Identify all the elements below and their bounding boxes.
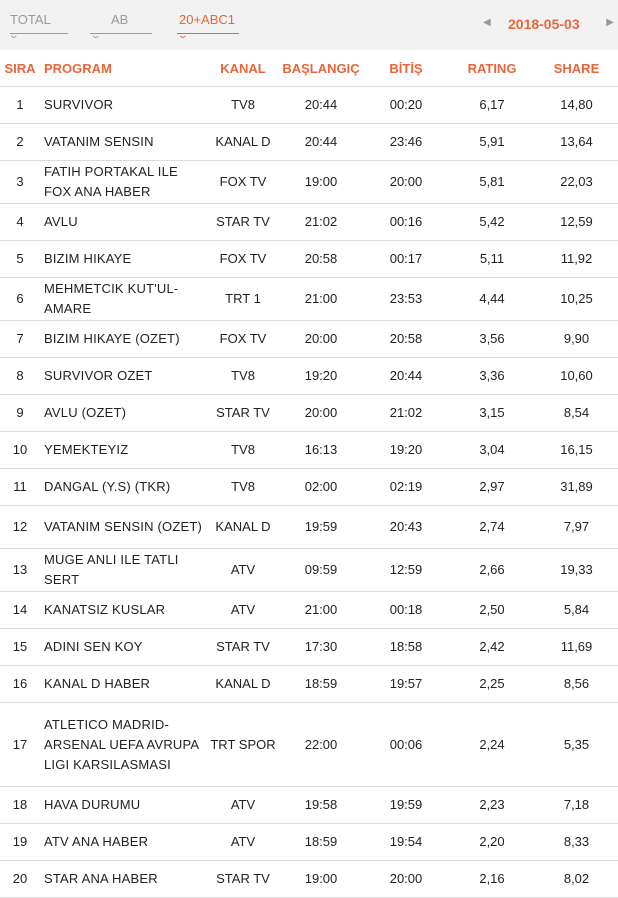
cell-sira: 8 — [0, 358, 40, 395]
cell-sira: 11 — [0, 469, 40, 506]
table-row — [0, 241, 618, 278]
cell-sira: 14 — [0, 592, 40, 629]
cell-baslangic: 19:58 — [279, 787, 363, 824]
table-row — [0, 358, 618, 395]
cell-bitis: 00:17 — [363, 241, 449, 278]
cell-bitis: 20:43 — [363, 506, 449, 549]
cell-bitis: 00:16 — [363, 204, 449, 241]
cell-rating: 3,56 — [449, 321, 535, 358]
chevron-left-icon[interactable]: ◀ — [483, 17, 491, 28]
selected-date: 2018-05-03 — [508, 16, 580, 32]
cell-kanal: TV8 — [207, 432, 279, 469]
table-row — [0, 278, 618, 321]
cell-baslangic: 20:44 — [279, 124, 363, 161]
table-row — [0, 87, 618, 124]
tab-ab[interactable] — [89, 12, 129, 40]
cell-baslangic: 20:58 — [279, 241, 363, 278]
cell-program: BIZIM HIKAYE (OZET) — [40, 321, 207, 358]
cell-sira: 2 — [0, 124, 40, 161]
cell-rating: 2,16 — [449, 861, 535, 898]
cell-kanal: TRT SPOR — [207, 703, 279, 787]
cell-bitis: 02:19 — [363, 469, 449, 506]
tab-20-abc1[interactable] — [176, 12, 236, 40]
cell-bitis: 00:06 — [363, 703, 449, 787]
cell-rating: 2,20 — [449, 824, 535, 861]
cell-program: VATANIM SENSIN — [40, 124, 207, 161]
table-body — [0, 87, 618, 898]
cell-kanal: TV8 — [207, 87, 279, 124]
cell-sira: 20 — [0, 861, 40, 898]
cell-sira: 16 — [0, 666, 40, 703]
cell-share: 5,84 — [535, 592, 618, 629]
cell-program: AVLU — [40, 204, 207, 241]
column-header-baslangic: BAŞLANGIÇ — [279, 50, 363, 87]
cell-sira: 15 — [0, 629, 40, 666]
cell-program: ADINI SEN KOY — [40, 629, 207, 666]
cell-kanal: FOX TV — [207, 321, 279, 358]
cell-baslangic: 19:59 — [279, 506, 363, 549]
cell-kanal: KANAL D — [207, 506, 279, 549]
cell-kanal: KANAL D — [207, 666, 279, 703]
cell-share: 12,59 — [535, 204, 618, 241]
table-row — [0, 506, 618, 549]
cell-sira: 6 — [0, 278, 40, 321]
cell-kanal: ATV — [207, 824, 279, 861]
table-row — [0, 629, 618, 666]
cell-program: AVLU (OZET) — [40, 395, 207, 432]
cell-baslangic: 16:13 — [279, 432, 363, 469]
cell-sira: 17 — [0, 703, 40, 787]
table-row — [0, 703, 618, 787]
cell-baslangic: 18:59 — [279, 666, 363, 703]
cell-kanal: KANAL D — [207, 124, 279, 161]
cell-baslangic: 17:30 — [279, 629, 363, 666]
cell-share: 14,80 — [535, 87, 618, 124]
cell-sira: 4 — [0, 204, 40, 241]
cell-baslangic: 19:00 — [279, 161, 363, 204]
cell-baslangic: 19:20 — [279, 358, 363, 395]
cell-bitis: 18:58 — [363, 629, 449, 666]
cell-rating: 6,17 — [449, 87, 535, 124]
cell-bitis: 21:02 — [363, 395, 449, 432]
cell-baslangic: 21:02 — [279, 204, 363, 241]
table-row — [0, 861, 618, 898]
cell-program: ATLETICO MADRID-ARSENAL UEFA AVRUPA LIGI KARSILASMASI — [40, 703, 207, 787]
table-row — [0, 321, 618, 358]
cell-share: 31,89 — [535, 469, 618, 506]
cell-sira: 3 — [0, 161, 40, 204]
cell-baslangic: 19:00 — [279, 861, 363, 898]
cell-kanal: ATV — [207, 787, 279, 824]
column-header-kanal: KANAL — [207, 50, 279, 87]
cell-rating: 5,91 — [449, 124, 535, 161]
cell-bitis: 19:57 — [363, 666, 449, 703]
table-row — [0, 124, 618, 161]
cell-bitis: 20:58 — [363, 321, 449, 358]
cell-program: KANAL D HABER — [40, 666, 207, 703]
column-header-rating: RATING — [449, 50, 535, 87]
cell-baslangic: 22:00 — [279, 703, 363, 787]
cell-share: 16,15 — [535, 432, 618, 469]
cell-baslangic: 21:00 — [279, 592, 363, 629]
cell-kanal: ATV — [207, 549, 279, 592]
cell-program: MEHMETCIK KUT'UL-AMARE — [40, 278, 207, 321]
chevron-right-icon[interactable]: ▶ — [606, 17, 614, 28]
cell-sira: 13 — [0, 549, 40, 592]
cell-program: MUGE ANLI ILE TATLI SERT — [40, 549, 207, 592]
cell-share: 19,33 — [535, 549, 618, 592]
cell-baslangic: 18:59 — [279, 824, 363, 861]
cell-rating: 2,50 — [449, 592, 535, 629]
table-row — [0, 666, 618, 703]
cell-sira: 7 — [0, 321, 40, 358]
cell-program: SURVIVOR OZET — [40, 358, 207, 395]
cell-share: 10,25 — [535, 278, 618, 321]
cell-share: 10,60 — [535, 358, 618, 395]
cell-program: HAVA DURUMU — [40, 787, 207, 824]
cell-rating: 2,97 — [449, 469, 535, 506]
cell-bitis: 20:00 — [363, 861, 449, 898]
table-row — [0, 161, 618, 204]
cell-rating: 3,15 — [449, 395, 535, 432]
chevron-down-icon: ⌄ — [89, 30, 102, 40]
cell-program: BIZIM HIKAYE — [40, 241, 207, 278]
tab-ab-label: AB — [111, 12, 129, 27]
audience-tabs-bar — [0, 0, 618, 50]
table-row — [0, 432, 618, 469]
table-row — [0, 395, 618, 432]
cell-baslangic: 02:00 — [279, 469, 363, 506]
cell-kanal: TV8 — [207, 469, 279, 506]
cell-sira: 5 — [0, 241, 40, 278]
ratings-table — [0, 50, 618, 898]
cell-program: VATANIM SENSIN (OZET) — [40, 506, 207, 549]
cell-baslangic: 20:00 — [279, 395, 363, 432]
table-row — [0, 787, 618, 824]
cell-share: 11,92 — [535, 241, 618, 278]
cell-kanal: STAR TV — [207, 629, 279, 666]
cell-bitis: 20:00 — [363, 161, 449, 204]
cell-bitis: 23:46 — [363, 124, 449, 161]
cell-share: 13,64 — [535, 124, 618, 161]
date-navigator — [478, 16, 618, 36]
cell-kanal: STAR TV — [207, 861, 279, 898]
cell-sira: 18 — [0, 787, 40, 824]
cell-rating: 2,42 — [449, 629, 535, 666]
cell-share: 11,69 — [535, 629, 618, 666]
cell-rating: 2,23 — [449, 787, 535, 824]
cell-program: STAR ANA HABER — [40, 861, 207, 898]
cell-program: FATIH PORTAKAL ILE FOX ANA HABER — [40, 161, 207, 204]
cell-rating: 2,25 — [449, 666, 535, 703]
cell-baslangic: 20:44 — [279, 87, 363, 124]
table-row — [0, 204, 618, 241]
chevron-down-icon: ⌄ — [176, 30, 189, 40]
cell-rating: 5,11 — [449, 241, 535, 278]
column-header-sira: SIRA — [0, 50, 40, 87]
column-header-program: PROGRAM — [40, 50, 207, 87]
cell-rating: 4,44 — [449, 278, 535, 321]
cell-rating: 2,74 — [449, 506, 535, 549]
tab-total-label: TOTAL — [10, 12, 51, 27]
cell-program: SURVIVOR — [40, 87, 207, 124]
cell-bitis: 19:20 — [363, 432, 449, 469]
tab-20-abc1-label: 20+ABC1 — [179, 12, 236, 27]
tab-total[interactable] — [7, 12, 51, 40]
cell-rating: 2,66 — [449, 549, 535, 592]
cell-sira: 12 — [0, 506, 40, 549]
cell-share: 7,18 — [535, 787, 618, 824]
cell-program: YEMEKTEYIZ — [40, 432, 207, 469]
cell-program: ATV ANA HABER — [40, 824, 207, 861]
cell-rating: 5,42 — [449, 204, 535, 241]
cell-kanal: TRT 1 — [207, 278, 279, 321]
cell-kanal: ATV — [207, 592, 279, 629]
table-row — [0, 592, 618, 629]
table-row — [0, 824, 618, 861]
cell-rating: 2,24 — [449, 703, 535, 787]
cell-bitis: 23:53 — [363, 278, 449, 321]
column-header-bitis: BİTİŞ — [363, 50, 449, 87]
cell-baslangic: 21:00 — [279, 278, 363, 321]
table-header-row — [0, 50, 618, 87]
cell-bitis: 12:59 — [363, 549, 449, 592]
cell-bitis: 00:18 — [363, 592, 449, 629]
cell-bitis: 00:20 — [363, 87, 449, 124]
cell-sira: 19 — [0, 824, 40, 861]
cell-baslangic: 20:00 — [279, 321, 363, 358]
cell-bitis: 19:59 — [363, 787, 449, 824]
cell-kanal: STAR TV — [207, 395, 279, 432]
table-row — [0, 469, 618, 506]
cell-program: KANATSIZ KUSLAR — [40, 592, 207, 629]
cell-baslangic: 09:59 — [279, 549, 363, 592]
cell-kanal: TV8 — [207, 358, 279, 395]
cell-sira: 10 — [0, 432, 40, 469]
chevron-down-icon: ⌄ — [7, 30, 20, 40]
column-header-share: SHARE — [535, 50, 618, 87]
cell-kanal: STAR TV — [207, 204, 279, 241]
cell-share: 8,33 — [535, 824, 618, 861]
cell-program: DANGAL (Y.S) (TKR) — [40, 469, 207, 506]
cell-share: 7,97 — [535, 506, 618, 549]
cell-share: 9,90 — [535, 321, 618, 358]
cell-bitis: 19:54 — [363, 824, 449, 861]
cell-sira: 1 — [0, 87, 40, 124]
cell-rating: 3,04 — [449, 432, 535, 469]
cell-share: 8,02 — [535, 861, 618, 898]
cell-bitis: 20:44 — [363, 358, 449, 395]
cell-share: 8,56 — [535, 666, 618, 703]
table-row — [0, 549, 618, 592]
cell-rating: 5,81 — [449, 161, 535, 204]
cell-share: 22,03 — [535, 161, 618, 204]
cell-kanal: FOX TV — [207, 241, 279, 278]
cell-sira: 9 — [0, 395, 40, 432]
cell-share: 5,35 — [535, 703, 618, 787]
cell-share: 8,54 — [535, 395, 618, 432]
cell-kanal: FOX TV — [207, 161, 279, 204]
cell-rating: 3,36 — [449, 358, 535, 395]
